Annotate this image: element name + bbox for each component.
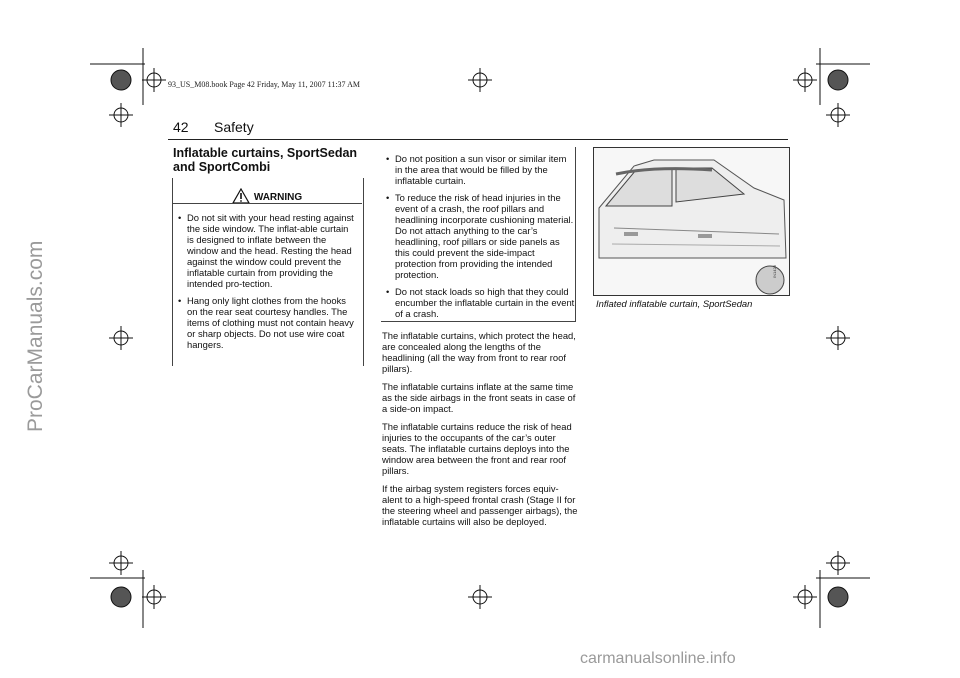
list-item: • Hang only light clothes from the hooks on the rear seat courtesy handles. The items of clothing must not contain heavy or sharp objects. Do not use wire coat hangers.: [175, 295, 355, 350]
warning-triangle-icon: [232, 188, 250, 207]
page-number: 42: [173, 119, 189, 135]
list-item: • Do not stack loads so high that they could encumber the inflatable curtain in the event of a crash.: [383, 286, 575, 319]
warning-divider: [172, 203, 362, 204]
side-watermark: ProCarManuals.com: [24, 240, 47, 432]
figure-caption: Inflated inflatable curtain, SportSedan: [596, 298, 753, 309]
car-illustration: [593, 147, 790, 296]
paragraph: The inflatable curtains reduce the risk of head injuries to the occupants of the car’s outer seats. The inflatable curtains deploys into the window area between the front and rear roof pillars.: [382, 421, 572, 476]
page-title: Inflatable curtains, SportSedan and SportCombi: [173, 146, 358, 174]
list-item: • Do not position a sun visor or similar item in the area that would be filled by the inflatable curtain.: [383, 153, 575, 186]
warning-label: WARNING: [253, 192, 303, 204]
list-item: • Do not sit with your head resting against the side window. The inflat-able curtain is designed to inflate between the window and the head. Resting the head against the window could prevent the inflatable curtain from providing the intended pro-tection.: [175, 212, 355, 289]
warning-continued-list: [383, 153, 575, 325]
footer-watermark: carmanualsonline.info: [580, 650, 736, 667]
warning-heading: [172, 188, 362, 207]
paragraph: The inflatable curtains, which protect the head, are concealed along the lengths of the headlining (all the way from front to rear roof pillars).: [382, 330, 576, 374]
figure-code: IN1428: [772, 265, 777, 278]
paragraph: If the airbag system registers forces equiv-alent to a high-speed frontal crash (Stage II for the steering wheel and passenger airbags), the inflatable curtains will also be deployed.: [382, 483, 578, 527]
list-item: • To reduce the risk of head injuries in the event of a crash, the roof pillars and headlining incorporate cushioning material. Do not attach anything to the car’s headlining, roof pillars or side panels as this could prevent the side-impact protection from providing the intended protection.: [383, 192, 575, 280]
section-title: Safety: [214, 119, 254, 135]
warning-list: [175, 212, 355, 356]
file-info: 93_US_M08.book Page 42 Friday, May 11, 2007 11:37 AM: [168, 80, 360, 89]
header-rule: [168, 139, 788, 140]
paragraph: The inflatable curtains inflate at the same time as the side airbags in the front seats in case of a side-on impact.: [382, 381, 576, 414]
